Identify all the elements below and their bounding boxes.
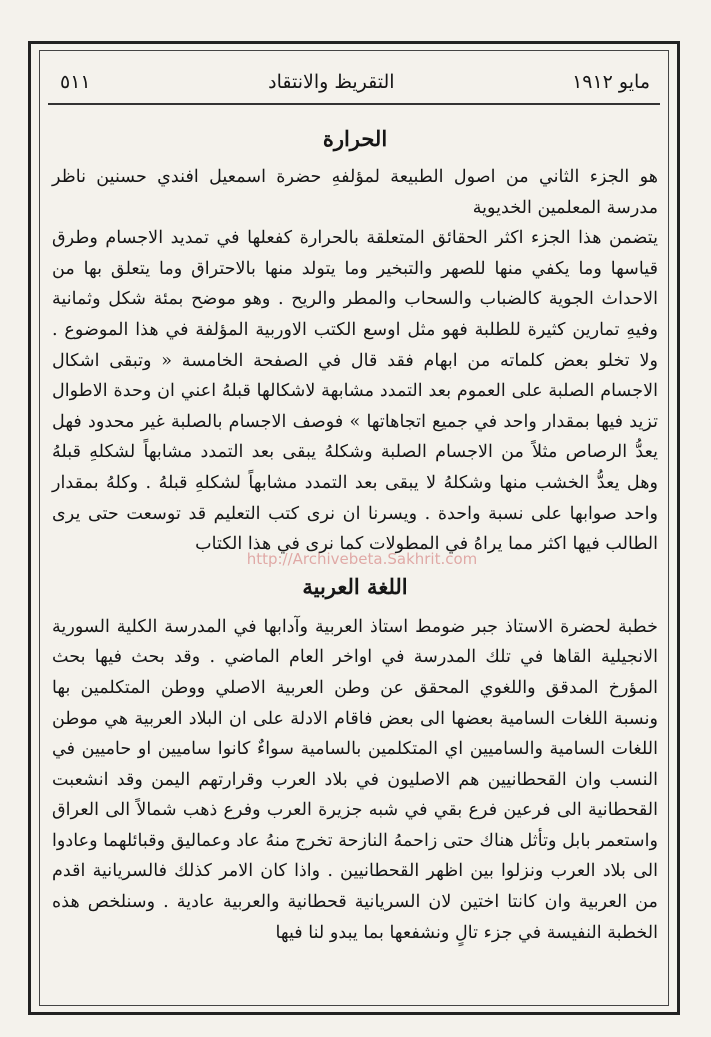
page-content <box>52 112 658 948</box>
article-title-heat: الحرارة <box>322 126 388 151</box>
article-title-arabic: اللغة العربية <box>302 573 408 599</box>
header-section: التقريظ والانتقاد <box>268 71 395 93</box>
article-body-heat: يتضمن هذا الجزء اكثر الحقائق المتعلقة بالحرارة كفعلها في تمديد الاجسام وطرق قياسها وما يكفي منها للصهر والتبخير وما يتولد منها بالاحتراق وما يتعلق بها من الاحداث الجوية كالضباب والسحاب والمطر والريح . وهو موضح بمئة شكل وثمانية وفيهِ تمارين كثيرة للطلبة فهو مثل اوسع الكتب الاوربية المؤلفة في هذا الموضوع . ولا تخلو بعض كلماته من ابهام فقد قال في الصفحة الخامسة « وتبقى اشكال الاجسام الصلبة على العموم بعد التمدد مشابهة لاشكالها قبلهُ اعني ان وحدة الاطوال تزيد فيها بمقدار واحد في جميع اتجاهاتها » فوصف الاجسام بالصلبة غير محدود فهل يعدُّ الرصاص مثلاً من الاجسام الصلبة وشكلهُ يبقى بعد التمدد مشابهاً لشكلهِ قبلهُ وهل يعدُّ الخشب منها وشكلهُ لا يبقى بعد التمدد مشابهاً لشكلهِ قبلهُ . وكلهُ بمقدار واحد صوابها على نسبة واحدة . ويسرنا ان نرى كتب التعليم قد توسعت حتى يرى الطالب فيها اكثر مما يراهُ في المطولات كما نرى في هذا الكتاب <box>52 228 658 555</box>
archive-watermark: http://Archivebeta.Sakhrit.com <box>246 550 478 568</box>
running-header <box>60 64 650 100</box>
header-page-number: ٥١١ <box>60 71 91 93</box>
header-date: مايو ١٩١٢ <box>572 71 650 93</box>
header-rule <box>48 103 660 105</box>
article-body-arabic: خطبة لحضرة الاستاذ جبر ضومط استاذ العربية وآدابها في المدرسة الكلية السورية الانجيلية القاها في تلك المدرسة في اواخر العام الماضي . وقد بحث فيها بحث المؤرخ المدقق واللغوي المحقق عن وطن العربية الاصلي ووطن المتكلمين بها ونسبة اللغات السامية بعضها الى بعض فاقام الادلة على ان البلاد العربية هي موطن اللغات السامية والساميين اي المتكلمين بالسامية سواءٌ كانوا ساميين او حاميين في النسب وان القحطانيين هم الاصليون في بلاد العرب وقرارتهم اليمن وقد انشعبت القحطانية الى فرعين فرع بقي في شبه جزيرة العرب وفرع ذهب شمالاً الى العراق واستعمر بابل وتأثل هناك حتى زاحمهُ النازحة تخرج منهُ عاد وعماليق وقبائلهما وعادوا الى بلاد العرب ونزلوا بين اظهر القحطانيين . واذا كان الامر كذلك فالسريانية اقدم من العربية وان كانتا اختين لان السريانية قحطانية والعربية عادية . وسنلخص هذه الخطبة النفيسة في جزء تالٍ ونشفعها بما يبدو لنا فيها <box>52 616 658 943</box>
article-intro-heat: هو الجزء الثاني من اصول الطبيعة لمؤلفهِ حضرة اسمعيل افندي حسنين ناظر مدرسة المعلمين الخديوية <box>52 167 658 218</box>
